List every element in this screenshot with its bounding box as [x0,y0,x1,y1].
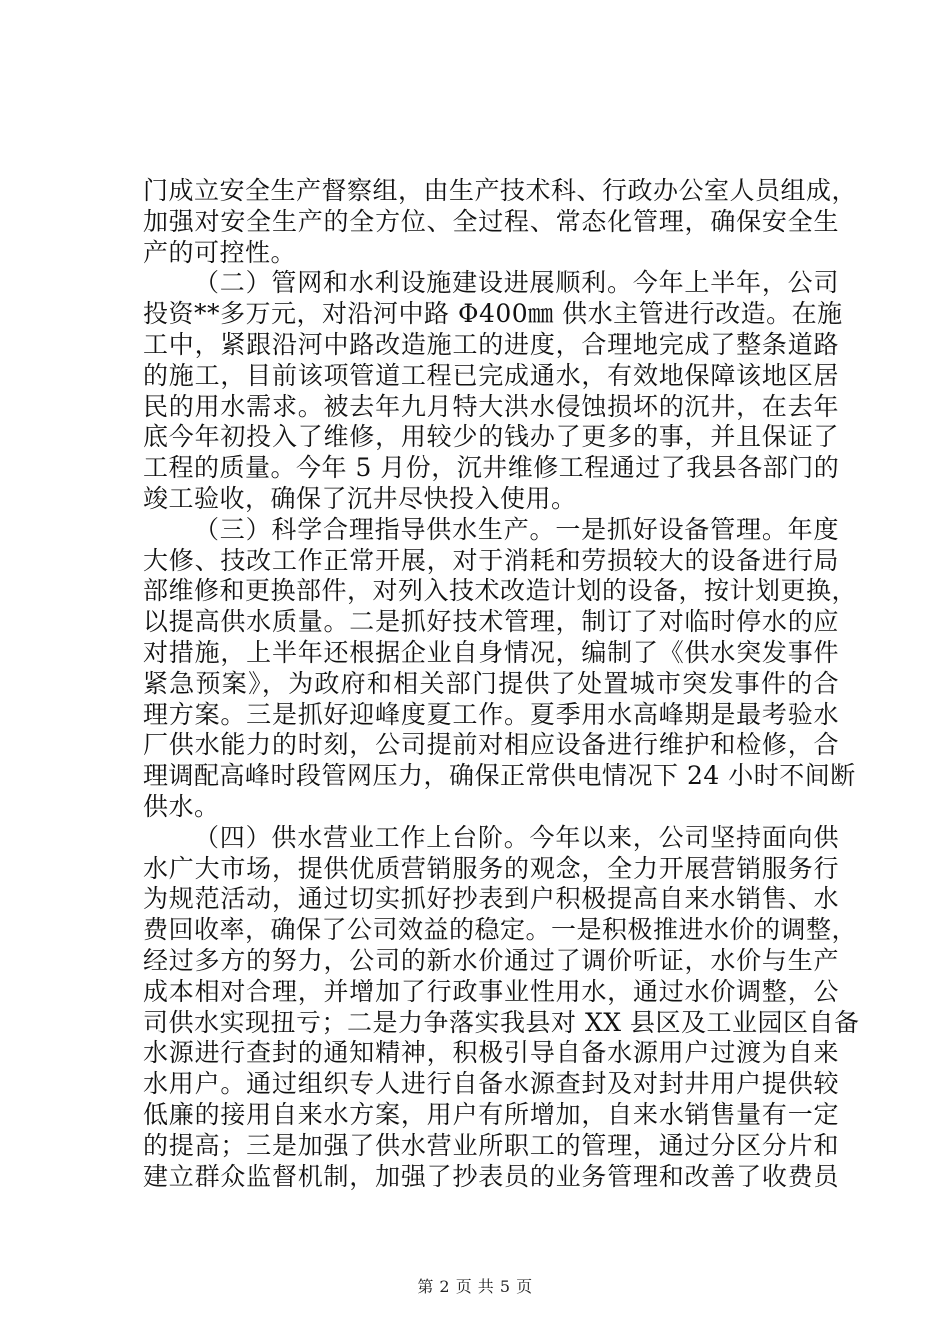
text-line: 的施工，目前该项管道工程已完成通水，有效地保障该地区居 [143,360,839,390]
text-line: 经过多方的努力，公司的新水价通过了调价听证，水价与生产 [143,945,839,975]
text-line: 水用户。通过组织专人进行自备水源查封及对封井用户提供较 [143,1069,839,1099]
page-number-footer: 第 2 页 共 5 页 [417,1277,533,1296]
text-line: 成本相对合理，并增加了行政事业性用水，通过水价调整，公 [143,976,839,1006]
text-line: 的提高；三是加强了供水营业所职工的管理，通过分区分片和 [143,1130,839,1160]
text-line: 部维修和更换部件，对列入技术改造计划的设备，按计划更换， [143,576,858,606]
text-line: 以提高供水质量。二是抓好技术管理，制订了对临时停水的应 [143,607,839,637]
text-line: 供水。 [143,791,220,821]
text-line: 水源进行查封的通知精神，积极引导自备水源用户过渡为自来 [143,1038,839,1068]
text-line: 底今年初投入了维修，用较少的钱办了更多的事，并且保证了 [143,422,839,452]
text-line: 为规范活动，通过切实抓好抄表到户积极提高自来水销售、水 [143,884,839,914]
document-body [143,176,860,1192]
text-line: 司供水实现扭亏；二是力争落实我县对 XX 县区及工业园区自备 [143,1007,860,1037]
text-line: 对措施，上半年还根据企业自身情况，编制了《供水突发事件 [143,637,839,667]
text-line: 建立群众监督机制，加强了抄表员的业务管理和改善了收费员 [143,1161,839,1191]
text-line: 低廉的接用自来水方案，用户有所增加，自来水销售量有一定 [143,1099,839,1129]
text-line: （二）管网和水利设施建设进展顺利。今年上半年，公司 [194,268,839,298]
text-line: 工程的质量。今年 5 月份，沉井维修工程通过了我县各部门的 [143,453,840,483]
text-line: （四）供水营业工作上台阶。今年以来，公司坚持面向供 [194,822,839,852]
text-line: 理调配高峰时段管网压力，确保正常供电情况下 24 小时不间断 [143,761,856,791]
text-line: 水广大市场，提供优质营销服务的观念，全力开展营销服务行 [143,853,839,883]
text-line: 加强对安全生产的全方位、全过程、常态化管理，确保安全生 [143,206,839,236]
text-line: 民的用水需求。被去年九月特大洪水侵蚀损坏的沉井，在去年 [143,391,839,421]
text-line: 产的可控性。 [143,237,297,267]
text-line: 厂供水能力的时刻，公司提前对相应设备进行维护和检修，合 [143,730,839,760]
text-line: 门成立安全生产督察组，由生产技术科、行政办公室人员组成， [143,176,858,205]
text-line: 工中，紧跟沿河中路改造施工的进度，合理地完成了整条道路 [143,329,839,359]
text-line: 投资**多万元，对沿河中路 Φ400㎜ 供水主管进行改造。在施 [143,299,843,329]
text-line: （三）科学合理指导供水生产。一是抓好设备管理。年度 [194,514,839,544]
text-line: 费回收率，确保了公司效益的稳定。一是积极推进水价的调整， [143,915,858,945]
text-line: 竣工验收，确保了沉井尽快投入使用。 [143,483,577,513]
text-line: 理方案。三是抓好迎峰度夏工作。夏季用水高峰期是最考验水 [143,699,839,729]
text-line: 紧急预案》，为政府和相关部门提供了处置城市突发事件的合 [143,668,839,698]
text-line: 大修、技改工作正常开展，对于消耗和劳损较大的设备进行局 [143,545,839,575]
